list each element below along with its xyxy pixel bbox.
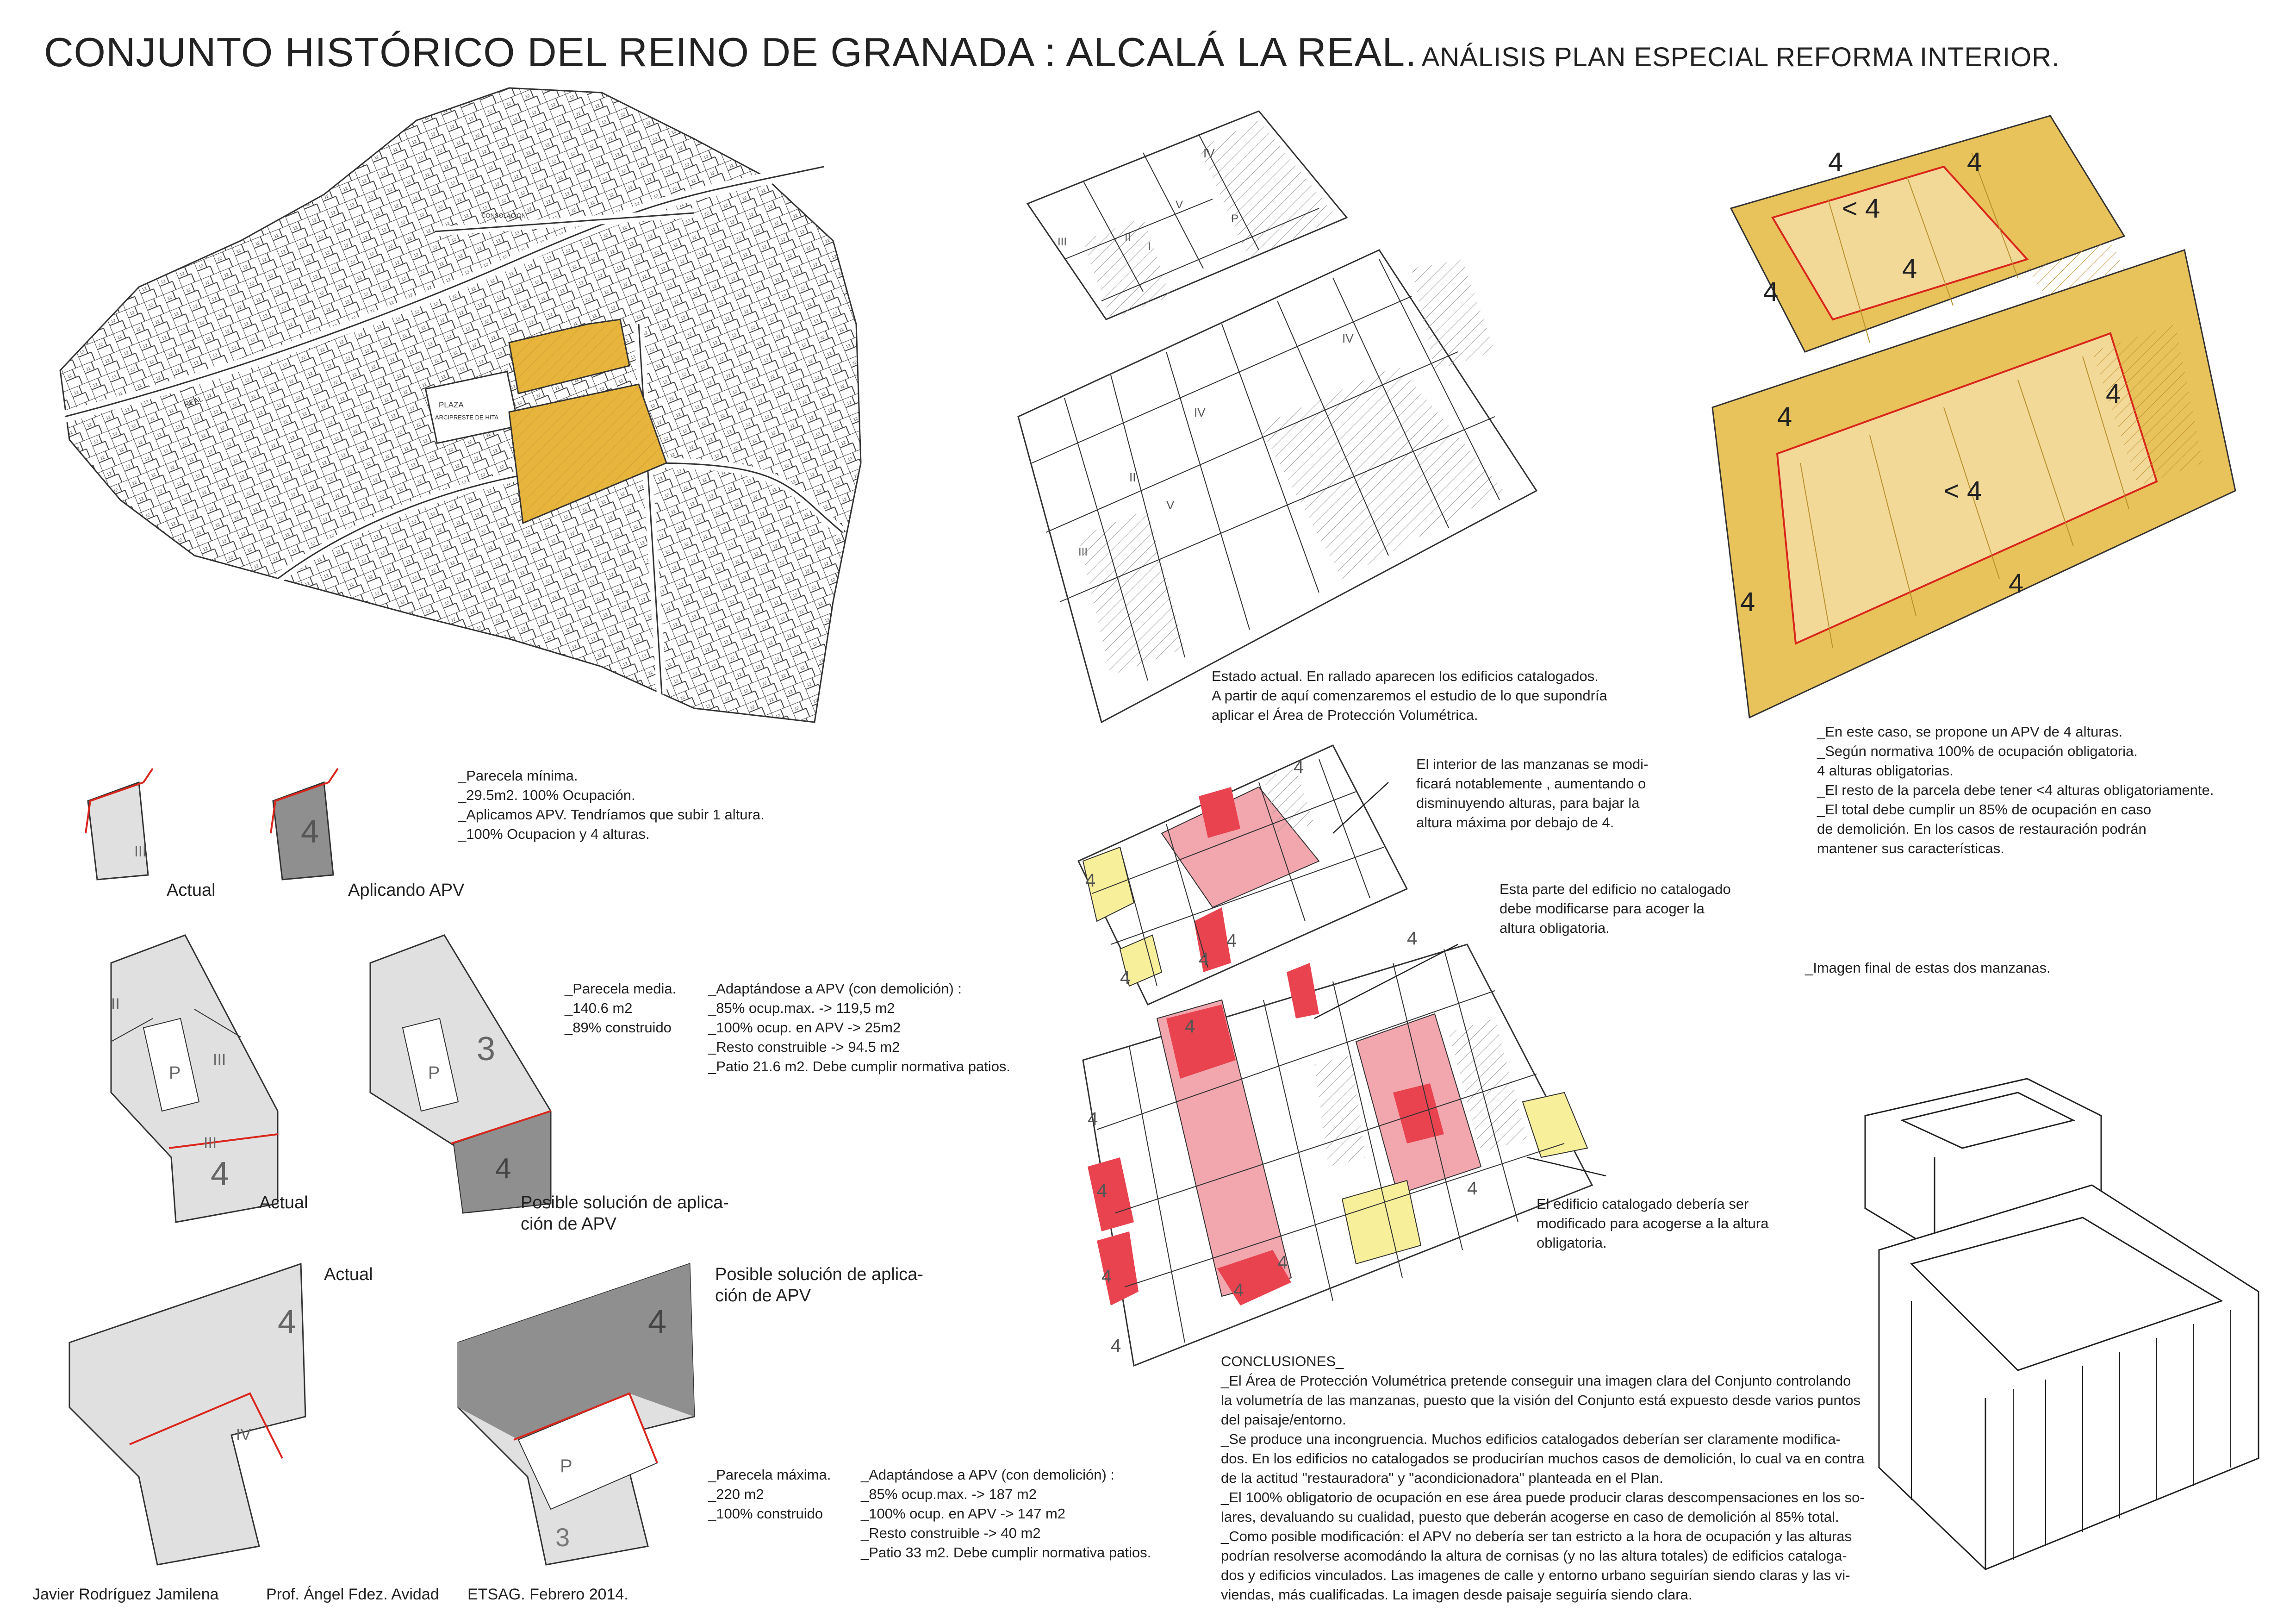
blocks-current-state xyxy=(1018,111,1537,722)
blocks-modified xyxy=(1078,745,1606,1366)
height-label: P xyxy=(1231,212,1239,225)
height-label: V xyxy=(1166,498,1175,512)
apv-height-label: 4 xyxy=(1967,147,1982,177)
footer-author: Javier Rodríguez Jamilena xyxy=(32,1586,219,1603)
case-mid-parcel xyxy=(111,935,551,1222)
title-main: CONJUNTO HISTÓRICO DEL REINO DE GRANADA : ALCALÁ LA REAL. xyxy=(44,29,1417,75)
note-interior-blocks: El interior de las manzanas se modi- ficará notablemente , aumentando o disminuyendo alturas, para bajar la altura máxima por debajo de 4. xyxy=(1416,756,1649,831)
case-mid-patio: P xyxy=(428,1063,440,1083)
case-max-note-2: _Adaptándose a APV (con demolición) : _85% ocup.max. -> 187 m2 _100% ocup. en APV -> 147 m2 _Resto construible -> 40 m2 _Patio 33 m2. Debe cumplir normativa patios. xyxy=(861,1467,1151,1561)
case-min-height-apv: 4 xyxy=(301,813,319,849)
height-label: V xyxy=(1176,199,1183,211)
case-max-parcel xyxy=(69,1264,694,1565)
map-street-label: PLAZA xyxy=(439,400,464,409)
footer-school: ETSAG. Febrero 2014. xyxy=(467,1586,628,1603)
apv-height-label: 4 xyxy=(2009,568,2024,599)
case-max-label-apv: Posible solución de aplica- ción de APV xyxy=(715,1265,923,1305)
case-min-height-current: III xyxy=(134,843,147,860)
mod-height-label: 4 xyxy=(1097,1181,1108,1201)
mod-height-label: 4 xyxy=(1407,928,1418,949)
apv-height-label: 4 xyxy=(1902,254,1917,284)
case-mid-label-current: Actual xyxy=(259,1193,308,1212)
case-max-height-current: 4 xyxy=(278,1304,297,1341)
mod-height-label: 4 xyxy=(1199,949,1209,969)
height-label: IV xyxy=(1342,331,1354,345)
case-max-height-current: IV xyxy=(236,1426,251,1443)
mod-height-label: 4 xyxy=(1101,1266,1112,1287)
title-subtitle: ANÁLISIS PLAN ESPECIAL REFORMA INTERIOR. xyxy=(1421,42,2060,72)
height-label: I xyxy=(1148,240,1151,253)
apv-height-label: 4 xyxy=(1740,587,1755,617)
mod-height-label: 4 xyxy=(1467,1178,1478,1199)
note-catalogued: El edificio catalogado debería ser modificado para acogerse a la altura obligatoria. xyxy=(1537,1196,1769,1251)
apv-height-label: 4 xyxy=(1777,402,1792,432)
case-min-parcel xyxy=(86,768,338,880)
case-max-patio: P xyxy=(560,1456,572,1476)
map-street-label: ARCIPRESTE DE HITA xyxy=(435,414,499,421)
blocks-apv-caption: _En este caso, se propone un APV de 4 alturas. _Según normativa 100% de ocupación obligatoria. 4 alturas obligatorias. _El resto de la parcela debe tener <4 alturas obligatoriamente. _El total debe cumplir un 85% de ocupación en caso de demolición. En los casos de restauración podrán mantener sus características. xyxy=(1817,724,2214,856)
blocks-current-caption: Estado actual. En rallado aparecen los edificios catalogados. A partir de aquí comenzaremos el estudio de lo que supondría aplicar el Área de Protección Volumétrica. xyxy=(1212,668,1607,723)
case-mid-note-1: _Parecela media. _140.6 m2 _89% construido xyxy=(565,981,677,1036)
mod-height-label: 4 xyxy=(1226,931,1237,951)
urban-map xyxy=(60,88,861,722)
case-max-label-current: Actual xyxy=(324,1265,373,1284)
mod-height-label: 4 xyxy=(1185,1016,1195,1037)
apv-height-label: < 4 xyxy=(1944,476,1982,506)
apv-height-label: 4 xyxy=(1828,147,1843,177)
case-min-note: _Parecela mínima. _29.5m2. 100% Ocupación. _Aplicamos APV. Tendríamos que subir 1 altura. _100% Ocupacion y 4 alturas. xyxy=(458,768,765,842)
mod-height-label: 4 xyxy=(1120,968,1131,988)
mod-height-label: 4 xyxy=(1233,1280,1244,1300)
case-min-label-apv: Aplicando APV xyxy=(348,881,465,900)
apv-height-label: 4 xyxy=(1763,277,1779,307)
case-mid-label-apv: Posible solución de aplica- ción de APV xyxy=(521,1193,729,1234)
mod-height-label: 4 xyxy=(1088,1109,1098,1129)
map-street-label: REAL xyxy=(183,395,204,409)
mod-height-label: 4 xyxy=(1277,1252,1288,1273)
height-label: IV xyxy=(1194,406,1206,419)
case-mid-height-current: 4 xyxy=(211,1156,230,1193)
mod-height-label: 4 xyxy=(1294,757,1304,777)
height-label: IV xyxy=(1203,146,1215,160)
case-mid-height-current: III xyxy=(213,1051,226,1068)
case-mid-patio: P xyxy=(169,1063,181,1083)
case-mid-height-apv: 4 xyxy=(495,1153,511,1185)
case-mid-height-current: III xyxy=(204,1134,217,1152)
final-axonometric xyxy=(1865,1079,2259,1569)
case-max-note-1: _Parecela máxima. _220 m2 _100% construido xyxy=(708,1467,831,1522)
map-street-label: CONSOLACION xyxy=(481,212,526,219)
footer-professor: Prof. Ángel Fdez. Avidad xyxy=(266,1586,439,1603)
blocks-apv-proposal xyxy=(1712,116,2235,718)
final-image-caption: _Imagen final de estas dos manzanas. xyxy=(1805,960,2051,976)
height-label: II xyxy=(1129,470,1136,484)
apv-height-label: 4 xyxy=(2106,379,2121,409)
height-label: III xyxy=(1058,236,1067,248)
height-label: II xyxy=(1125,231,1131,244)
case-mid-height-apv: 3 xyxy=(477,1031,496,1068)
height-label: III xyxy=(1078,546,1088,558)
case-min-label-current: Actual xyxy=(167,881,216,900)
case-mid-height-current: II xyxy=(111,995,120,1013)
apv-height-label: < 4 xyxy=(1842,194,1880,224)
case-max-height-apv: 3 xyxy=(555,1523,570,1552)
case-max-height-apv: 4 xyxy=(648,1304,667,1341)
mod-height-label: 4 xyxy=(1111,1336,1121,1356)
note-not-catalogued: Esta parte del edificio no catalogado debe modificarse para acoger la altura obligatoria. xyxy=(1500,881,1731,936)
conclusions-text: CONCLUSIONES_ _El Área de Protección Volumétrica pretende conseguir una imagen clara del Conjunto controlando la volumetría de las manzanas, puesto que la visión del Conjunto está expuesto desde varios puntos del paisaje/entorno. _Se produce una incongruencia. Muchos edificios catalogados deberían ser claramente modifica- dos. En los edificios no catalogados se producirían muchos casos de demolición, lo cual va en contra de la actitud "restauradora" y "acondicionadora" planteada en el Plan. _El 100% obligatorio de ocupación en ese área puede producir claras descompensaciones en los so- lares, devaluando su cualidad, puesto que deberán acogerse en caso de demolición al 85% total. _Como posible modificación: el APV no debería ser tan estricto a la hora de ocupación y las alturas podrían resolverse acomodándo la altura de cornisas (y no las altura totales) de edificios cataloga- dos y edificios vinculados. Las imagenes de calle y entorno urbano seguirían siendo claras y las vi- viendas, más cualificadas. La imagen desde paisaje seguiría siendo clara. xyxy=(1221,1353,1865,1603)
case-mid-note-2: _Adaptándose a APV (con demolición) : _85% ocup.max. -> 119,5 m2 _100% ocup. en APV -> 25m2 _Resto construible -> 94.5 m2 _Patio 21.6 m2. Debe cumplir normativa patios. xyxy=(708,981,1011,1074)
mod-height-label: 4 xyxy=(1085,870,1096,891)
